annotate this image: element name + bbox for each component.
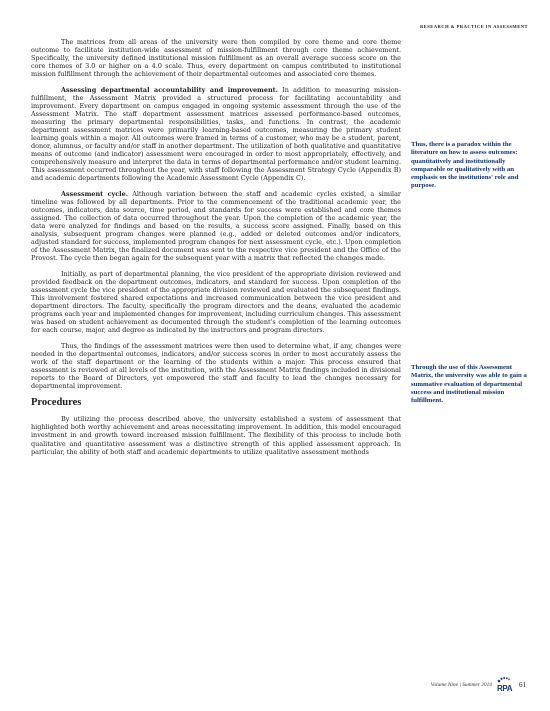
section-heading: Procedures — [31, 397, 82, 409]
body-paragraph: The matrices from all areas of the university were then compiled by core theme and core theme outcome to facilitate institution-wide assessment of mission-fulfillment through core theme achievement. Specifically, the university defined institutional mission fulfillment as an overall average success score on the core themes of 3.0 or higher on a 4.0 scale. Thus, every department on campus contributed to institutional mission fulfillment through the achievement of their departmental outcomes and associated core themes. — [31, 38, 401, 79]
body-paragraph: Initially, as part of departmental planning, the vice president of the appropriate division reviewed and provided feedback on the department outcomes, indicators, and standard for success. Upon completion of the assessment cycle the vice president of the appropriate division reviewed and evaluated the subsequent findings. This involvement fostered shared expectations and increased communication between the vice president and department directors. The faculty, specifically the program directors and the deans, evaluated the academic programs each year and implemented changes for improvement, including curriculum changes. This assessment was based on student achievement as documented through the student's completion of the learning outcomes for each course, major, and degree as indicated by the instructors and program directors. — [31, 269, 401, 335]
pull-quote: Thus, there is a paradox within the literature on how to assess outcomes: quantitatively and institutionally comparable or qualitatively with an emphasis on the institutions' role and purpose. — [411, 141, 519, 190]
body-paragraph: Assessing departmental accountability and improvement. In addition to measuring mission-fulfillment, the Assessment Matrix provided a structured process for facilitating accountability and improvement. Every department on campus engaged in ongoing systemic assessment through the use of the Assessment Matrix. The staff department assessment matrices assessed performance-based outcomes, measuring the primary departmental responsibilities, tasks, and functions. In contrast, the academic department assessment matrices were primarily learning-based outcomes, measuring the primary student learning goals within a major. All outcomes were framed in terms of a customer, who may be a student, parent, donor, alumnus, or faculty and/or staff in another department. The utilization of both qualitative and quantitative means of outcome (and indicator) assessment were encouraged in order to most appropriately, effectively, and comprehensively measure and interpret the data in terms of departmental performance and/or student learning. This assessment occurred throughout the year, with staff following the Assessment Strategy Cycle (Appendix B) and academic departments following the Academic Assessment Cycle (Appendix C). — [31, 85, 401, 183]
page-footer — [431, 677, 526, 693]
main-column — [31, 38, 401, 463]
page-number: 61 — [519, 681, 526, 689]
run-in-heading: Assessment cycle. — [61, 189, 128, 198]
running-head: RESEARCH & PRACTICE IN ASSESSMENT — [419, 24, 528, 29]
body-paragraph: Thus, the findings of the assessment matrices were then used to determine what, if any, changes were needed in the departmental outcomes, indicators, and/or success scores in order to most accurately assess the work of the staff department or the learning of the students within a major. This process ensured that assessment is reviewed at all levels of the institution, with the Assessment Matrix findings included in divisional reports to the Board of Directors, yet empowered the staff and faculty to lead the changes necessary for departmental improvement. — [31, 341, 401, 390]
issue-label: Volume Nine | Summer 2014 — [430, 682, 492, 688]
body-paragraph: Assessment cycle. Although variation between the staff and academic cycles existed, a similar timeline was followed by all departments. Prior to the commencement of the traditional academic year, the outcomes, indicators, data source, time period, and standards for success were established and core themes assigned. The collection of data occurred throughout the year. Upon the completion of the academic year, the data were analyzed for findings and based on the results, a success score assigned. Finally, based on this analysis, subsequent program changes were planned (e.g., added or deleted outcomes and/or indicators, adjusted standard for success, implemented program changes for next assessment cycle, etc.). Upon completion of the Assessment Matrix, the finalized document was sent to the respective vice president and the Office of the Provost. The cycle then began again for the subsequent year with a matrix that reflected the changes made. — [31, 189, 401, 263]
pull-quote: Through the use of this Assessment Matrix, the university was able to gain a summative evaluation of departmental success and institutional mission fulfillment. — [411, 364, 527, 405]
rpa-logo-icon: RPA — [497, 677, 515, 693]
run-in-heading: Assessing departmental accountability and improvement. — [61, 85, 278, 94]
body-paragraph: By utilizing the process described above, the university established a system of assessment that highlighted both worthy achievement and areas necessitating improvement. In addition, this model encouraged investment in and growth toward increased mission fulfillment. The flexibility of this process to include both qualitative and quantitative assessment was a distinctive strength of this applied assessment approach. In particular, the ability of both staff and academic departments to utilize qualitative assessment methods — [31, 415, 401, 456]
